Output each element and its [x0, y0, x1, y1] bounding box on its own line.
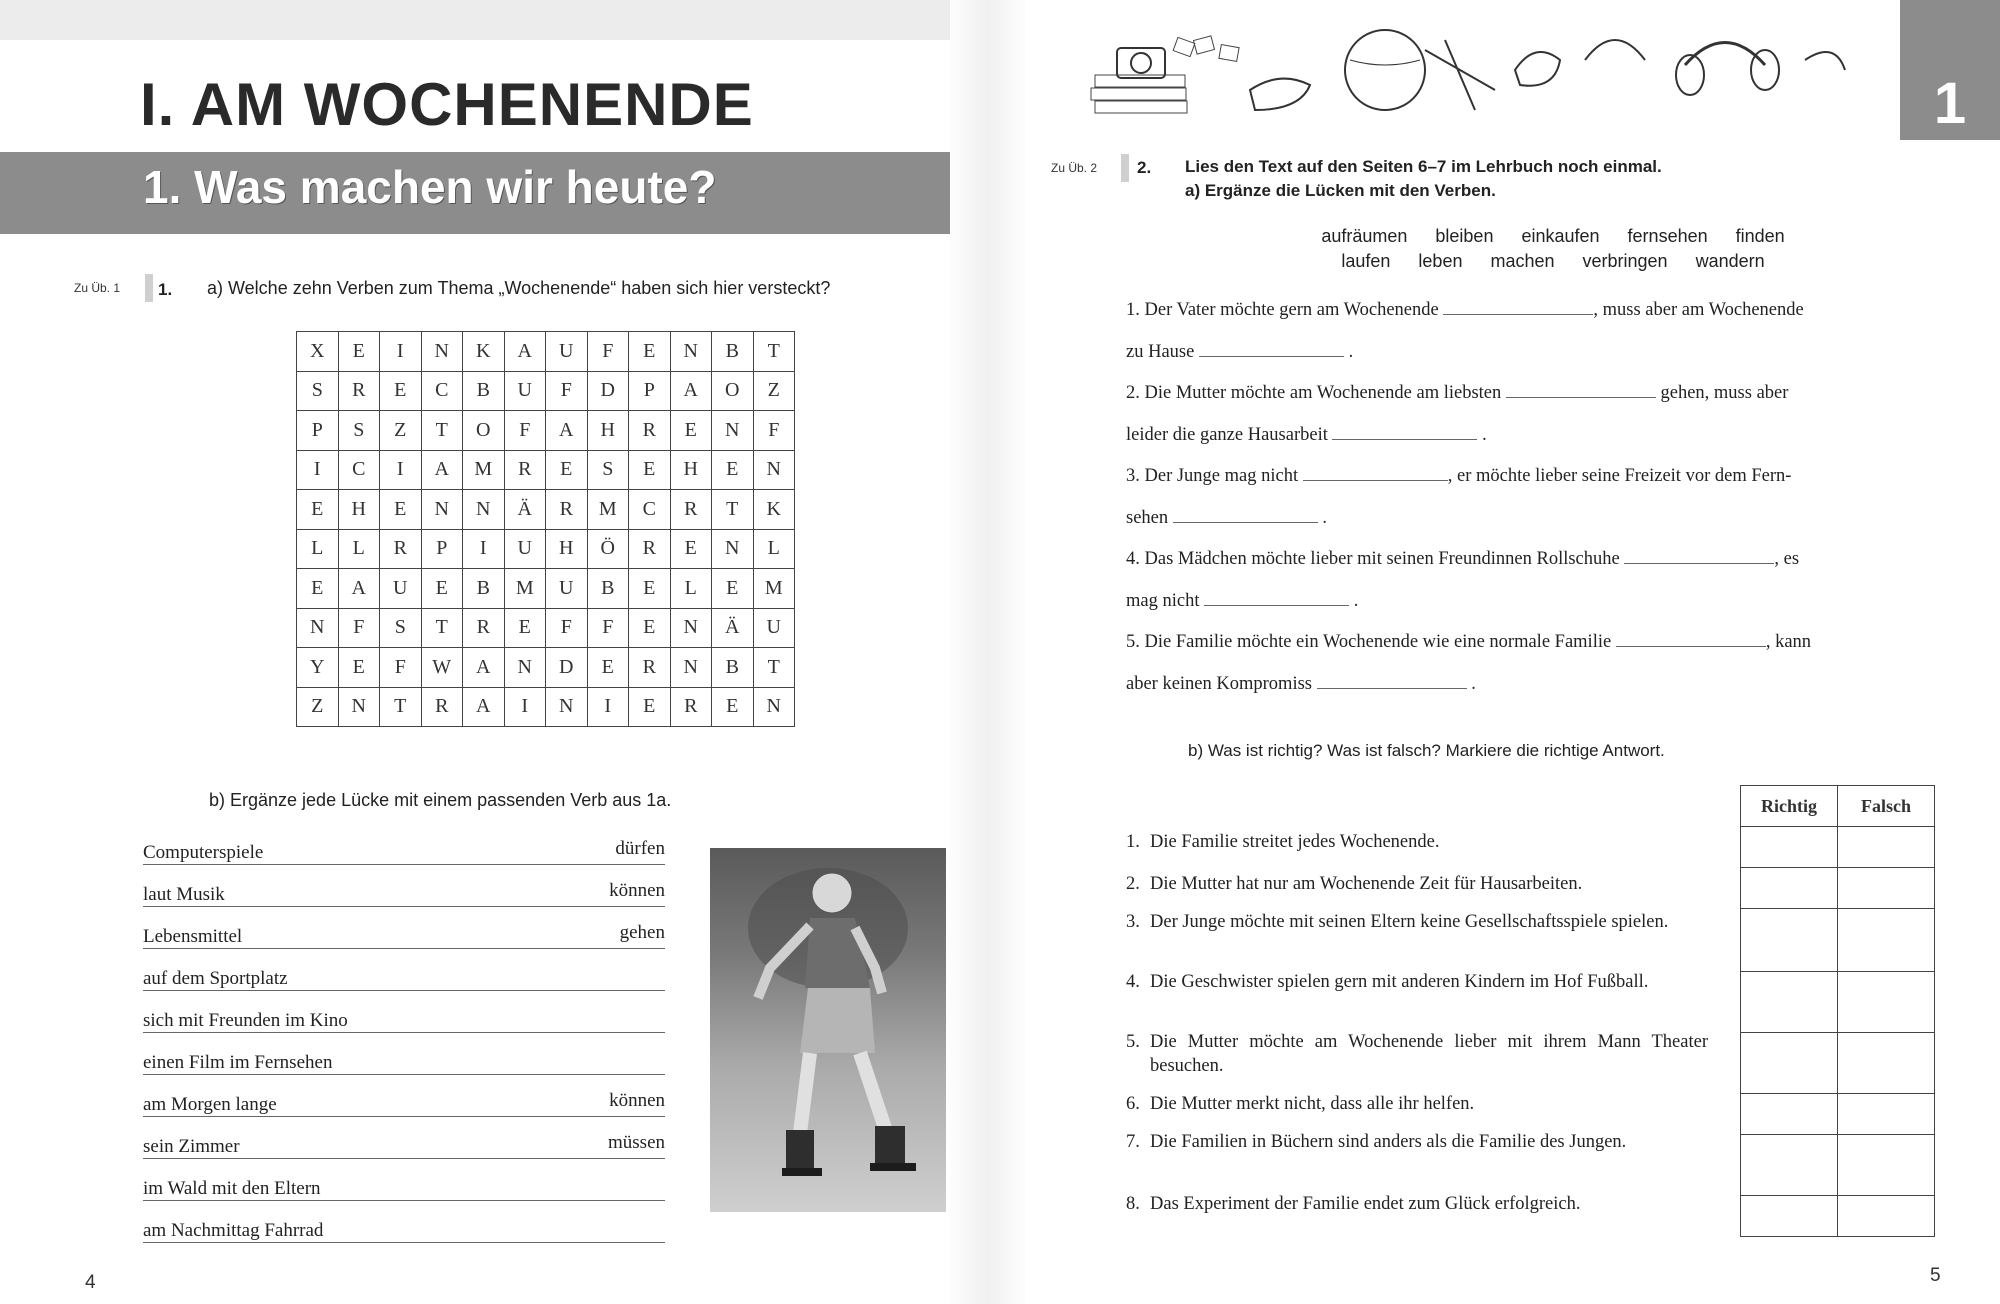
grid-cell[interactable]: U [546, 569, 588, 609]
fill-row-verb: gehen [614, 922, 665, 944]
right-page [1025, 0, 2000, 1304]
grid-cell[interactable]: E [629, 569, 671, 609]
grid-cell[interactable]: T [712, 490, 754, 530]
word-bank-verb: einkaufen [1521, 226, 1600, 246]
answer-blank[interactable] [1199, 338, 1344, 357]
sentence-text: 3. Der Junge mag nicht [1126, 466, 1299, 486]
fill-row-verb: können [603, 1090, 665, 1112]
fill-row-label: am Morgen lange [143, 1094, 283, 1116]
grid-cell[interactable]: E [670, 529, 712, 569]
answer-row [1741, 1196, 1935, 1237]
sentence-period: . [1353, 590, 1359, 611]
statement-text: Die Familien in Büchern sind anders als die Familie des Jungen. [1150, 1132, 1627, 1152]
exercise-instruction: Lies den Text auf den Seiten 6–7 im Lehrbuch noch einmal. [1185, 157, 1662, 176]
grid-cell[interactable]: F [380, 648, 422, 688]
sentence-text: zu Hause [1126, 341, 1195, 362]
word-bank-verb: finden [1735, 226, 1785, 246]
grid-cell[interactable]: S [338, 411, 380, 451]
answer-blank[interactable] [143, 906, 665, 907]
sentence-5 [1126, 622, 1932, 664]
grid-cell[interactable]: A [463, 687, 505, 727]
exercise-reference: Zu Üb. 2 [1051, 161, 1098, 175]
grid-cell[interactable]: T [380, 687, 422, 727]
grid-cell[interactable]: N [712, 411, 754, 451]
grid-cell[interactable]: R [504, 450, 546, 490]
exercise-marker [1121, 154, 1129, 182]
grid-cell[interactable]: Ö [587, 529, 629, 569]
statement-item [1126, 1192, 1708, 1216]
grid-cell[interactable]: Z [753, 371, 795, 411]
exercise-number: 1. [158, 280, 173, 299]
answer-cell-falsch[interactable] [1838, 827, 1935, 868]
sentence-text: , muss aber am Wochenende [1593, 300, 1804, 320]
grid-row [297, 529, 795, 569]
answer-cell-falsch[interactable] [1838, 1196, 1935, 1237]
grid-cell[interactable]: N [463, 490, 505, 530]
grid-cell[interactable]: U [504, 371, 546, 411]
sentence-period: . [1471, 673, 1476, 694]
header-falsch: Falsch [1838, 786, 1935, 827]
answer-blank[interactable] [143, 1074, 665, 1075]
answer-row [1741, 1135, 1935, 1196]
grid-cell[interactable]: D [587, 371, 629, 411]
grid-cell[interactable]: N [546, 687, 588, 727]
fill-row [143, 1084, 665, 1126]
grid-cell[interactable]: I [380, 332, 422, 372]
statement-item [1126, 970, 1708, 994]
fill-row-verb: können [603, 880, 665, 902]
grid-cell[interactable]: N [504, 648, 546, 688]
exercise-instruction-a: a) Welche zehn Verben zum Thema „Wochenende“ haben sich hier versteckt? [207, 278, 831, 298]
sentence-5-cont [1126, 664, 1932, 706]
sentence-text: 4. Das Mädchen möchte lieber mit seinen Freundinnen Rollschuhe [1126, 549, 1620, 569]
sentence-text: sehen [1126, 507, 1169, 528]
exercise-reference: Zu Üb. 1 [74, 281, 121, 295]
answer-blank[interactable] [1317, 670, 1467, 689]
statement-text: Die Mutter möchte am Wochenende lieber mit ihrem Mann Theater besuchen. [1150, 1032, 1708, 1076]
true-false-table [1740, 785, 1935, 1237]
grid-cell[interactable]: U [504, 529, 546, 569]
statement-number: 3. [1126, 912, 1140, 932]
sentence-2 [1126, 373, 1932, 415]
grid-cell[interactable]: E [338, 332, 380, 372]
grid-cell[interactable]: R [629, 529, 671, 569]
grid-cell[interactable]: F [504, 411, 546, 451]
grid-cell[interactable]: N [712, 529, 754, 569]
grid-cell[interactable]: E [629, 332, 671, 372]
fill-row [143, 1210, 665, 1252]
grid-cell[interactable]: I [297, 450, 339, 490]
section-title: 1. Was machen wir heute? [143, 161, 717, 213]
grid-cell[interactable]: W [421, 648, 463, 688]
fill-row [143, 832, 665, 874]
answer-blank[interactable] [143, 1242, 665, 1243]
answer-blank[interactable] [1624, 545, 1774, 564]
statement-item [1126, 1092, 1708, 1116]
statement-number: 8. [1126, 1194, 1140, 1214]
grid-cell[interactable]: N [753, 687, 795, 727]
grid-cell[interactable]: M [587, 490, 629, 530]
grid-cell[interactable]: O [712, 371, 754, 411]
grid-cell[interactable]: T [753, 332, 795, 372]
decorative-header-illustration [1025, 0, 1875, 145]
statement-item [1126, 910, 1708, 934]
grid-cell[interactable]: R [629, 648, 671, 688]
sentence-text: leider die ganze Hausarbeit [1126, 424, 1328, 445]
statement-number: 7. [1126, 1132, 1140, 1152]
grid-cell[interactable]: U [546, 332, 588, 372]
answer-row [1741, 1033, 1935, 1094]
word-search-grid [296, 331, 795, 727]
grid-cell[interactable]: Z [297, 687, 339, 727]
sentence-3 [1126, 456, 1932, 498]
grid-cell[interactable]: P [297, 411, 339, 451]
statement-text: Die Mutter hat nur am Wochenende Zeit für Hausarbeiten. [1150, 874, 1583, 894]
sentence-text: 2. Die Mutter möchte am Wochenende am liebsten [1126, 383, 1502, 403]
grid-cell[interactable]: F [587, 332, 629, 372]
grid-cell[interactable]: R [421, 687, 463, 727]
fill-row-verb: müssen [602, 1132, 665, 1154]
grid-cell[interactable]: A [421, 450, 463, 490]
sentence-1-cont [1126, 332, 1932, 374]
grid-cell[interactable]: S [587, 450, 629, 490]
grid-cell[interactable]: I [463, 529, 505, 569]
statement-item [1126, 872, 1708, 896]
exercise-number: 2. [1137, 158, 1152, 177]
fill-row-verb: dürfen [609, 838, 665, 860]
statement-text: Die Familie streitet jedes Wochenende. [1150, 832, 1440, 852]
grid-cell[interactable]: R [629, 411, 671, 451]
fill-row-label: sein Zimmer [143, 1136, 246, 1158]
answer-cell-falsch[interactable] [1838, 1033, 1935, 1094]
fill-row-label: am Nachmittag Fahrrad [143, 1220, 329, 1242]
sentence-text: mag nicht [1126, 590, 1200, 611]
grid-cell[interactable]: N [670, 332, 712, 372]
answer-cell-falsch[interactable] [1838, 909, 1935, 972]
fill-row [143, 874, 665, 916]
answer-blank[interactable] [143, 1200, 665, 1201]
page-number: 5 [1930, 1265, 1941, 1286]
statement-text: Der Junge möchte mit seinen Eltern keine Gesellschaftsspiele spielen. [1150, 912, 1669, 932]
grid-cell[interactable]: Y [297, 648, 339, 688]
answer-cell-richtig[interactable] [1741, 972, 1838, 1033]
left-page [0, 0, 950, 1304]
grid-cell[interactable]: M [504, 569, 546, 609]
grid-cell[interactable]: T [421, 411, 463, 451]
grid-cell[interactable]: A [338, 569, 380, 609]
word-bank [1253, 224, 1853, 274]
statement-item [1126, 1130, 1708, 1154]
grid-cell[interactable]: E [629, 450, 671, 490]
sentence-text: 1. Der Vater möchte gern am Wochenende [1126, 300, 1439, 320]
grid-cell[interactable]: T [421, 608, 463, 648]
grid-cell[interactable]: E [297, 490, 339, 530]
sentence-1 [1126, 290, 1932, 332]
answer-row [1741, 868, 1935, 909]
word-bank-verb: laufen [1341, 251, 1391, 271]
book-gutter [950, 0, 1025, 1304]
answer-cell-richtig[interactable] [1741, 868, 1838, 909]
boy-skater-illustration [710, 848, 946, 1212]
answer-cell-falsch[interactable] [1838, 868, 1935, 909]
answer-blank[interactable] [1506, 379, 1656, 398]
grid-cell[interactable]: A [504, 332, 546, 372]
header-richtig: Richtig [1741, 786, 1838, 827]
answer-row [1741, 909, 1935, 972]
fill-row [143, 1168, 665, 1210]
grid-cell[interactable]: B [587, 569, 629, 609]
grid-cell[interactable]: U [380, 569, 422, 609]
grid-cell[interactable]: S [380, 608, 422, 648]
grid-cell[interactable]: H [670, 450, 712, 490]
grid-cell[interactable]: E [629, 687, 671, 727]
grid-cell[interactable]: N [753, 450, 795, 490]
answer-blank[interactable] [143, 990, 665, 991]
answer-cell-richtig[interactable] [1741, 827, 1838, 868]
grid-row [297, 569, 795, 609]
grid-cell[interactable]: S [297, 371, 339, 411]
fill-row [143, 958, 665, 1000]
grid-cell[interactable]: E [338, 648, 380, 688]
word-bank-verb: fernsehen [1627, 226, 1708, 246]
answer-blank[interactable] [1204, 587, 1349, 606]
grid-cell[interactable]: A [546, 411, 588, 451]
grid-row [297, 687, 795, 727]
grid-cell[interactable]: R [546, 490, 588, 530]
answer-blank[interactable] [1332, 421, 1477, 440]
grid-cell[interactable]: E [712, 450, 754, 490]
fill-row [143, 1042, 665, 1084]
grid-cell[interactable]: N [338, 687, 380, 727]
grid-cell[interactable]: X [297, 332, 339, 372]
grid-cell[interactable]: B [463, 371, 505, 411]
sentence-3-cont [1126, 498, 1932, 540]
fill-row [143, 916, 665, 958]
grid-cell[interactable]: I [504, 687, 546, 727]
chapter-number-tab [1900, 0, 2000, 140]
grid-cell[interactable]: R [670, 490, 712, 530]
chapter-title: I. AM WOCHENENDE [140, 71, 754, 138]
header-fade [0, 0, 950, 40]
fill-row [143, 1126, 665, 1168]
grid-cell[interactable]: E [587, 648, 629, 688]
grid-cell[interactable]: O [463, 411, 505, 451]
grid-cell[interactable]: M [463, 450, 505, 490]
sentence-text: 5. Die Familie möchte ein Wochenende wie eine normale Familie [1126, 632, 1612, 652]
statement-item [1126, 830, 1708, 854]
word-bank-verb: wandern [1695, 251, 1765, 271]
fill-row [143, 1000, 665, 1042]
answer-cell-richtig[interactable] [1741, 909, 1838, 972]
statement-number: 2. [1126, 874, 1140, 894]
answer-cell-falsch[interactable] [1838, 972, 1935, 1033]
grid-cell[interactable]: C [421, 371, 463, 411]
gap-fill-sentences [1126, 290, 1932, 705]
chapter-number: 1 [1933, 71, 1967, 136]
fill-row-label: sich mit Freunden im Kino [143, 1010, 354, 1032]
answer-cell-richtig[interactable] [1741, 1196, 1838, 1237]
exercise-instruction-b: b) Was ist richtig? Was ist falsch? Markiere die richtige Antwort. [1188, 741, 1665, 760]
section-header-bar [0, 152, 950, 234]
sentence-period: . [1322, 507, 1327, 528]
grid-cell[interactable]: N [421, 332, 463, 372]
grid-cell[interactable]: E [712, 569, 754, 609]
sentence-text: , er möchte lieber seine Freizeit vor dem Fern- [1447, 466, 1792, 486]
grid-cell[interactable]: B [463, 569, 505, 609]
grid-cell[interactable]: U [753, 608, 795, 648]
answer-blank[interactable] [143, 948, 665, 949]
fill-row-label: einen Film im Fernsehen [143, 1052, 338, 1074]
grid-cell[interactable]: E [380, 371, 422, 411]
grid-cell[interactable]: D [546, 648, 588, 688]
exercise-instruction-a: a) Ergänze die Lücken mit den Verben. [1185, 181, 1496, 200]
statement-number: 5. [1126, 1032, 1140, 1052]
grid-cell[interactable]: F [546, 371, 588, 411]
answer-row [1741, 972, 1935, 1033]
grid-cell[interactable]: N [421, 490, 463, 530]
grid-cell[interactable]: L [338, 529, 380, 569]
fill-in-list [143, 832, 665, 1252]
grid-cell[interactable]: F [587, 608, 629, 648]
exercise-instruction-b: b) Ergänze jede Lücke mit einem passenden Verb aus 1a. [209, 790, 672, 810]
grid-cell[interactable]: K [753, 490, 795, 530]
fill-row-label: Lebensmittel [143, 926, 248, 948]
grid-cell[interactable]: N [670, 648, 712, 688]
answer-cell-richtig[interactable] [1741, 1033, 1838, 1094]
sentence-4 [1126, 539, 1932, 581]
answer-cell-falsch[interactable] [1838, 1135, 1935, 1196]
grid-row [297, 332, 795, 372]
word-bank-verb: bleiben [1435, 226, 1494, 246]
grid-cell[interactable]: I [587, 687, 629, 727]
grid-cell[interactable]: E [504, 608, 546, 648]
grid-cell[interactable]: E [297, 569, 339, 609]
grid-cell[interactable]: T [753, 648, 795, 688]
grid-cell[interactable]: Z [380, 411, 422, 451]
grid-cell[interactable]: P [629, 371, 671, 411]
fill-row-label: im Wald mit den Eltern [143, 1178, 327, 1200]
answer-blank[interactable] [143, 1158, 665, 1159]
grid-cell[interactable]: H [338, 490, 380, 530]
word-bank-row-1 [1253, 224, 1853, 249]
grid-cell[interactable]: K [463, 332, 505, 372]
grid-cell[interactable]: R [380, 529, 422, 569]
grid-cell[interactable]: L [297, 529, 339, 569]
statement-item [1126, 1030, 1708, 1078]
grid-cell[interactable]: B [712, 648, 754, 688]
word-bank-row-2 [1253, 249, 1853, 274]
answer-blank[interactable] [1616, 628, 1766, 647]
sentence-text: , kann [1765, 632, 1812, 652]
grid-row [297, 648, 795, 688]
grid-row [297, 608, 795, 648]
grid-cell[interactable]: L [670, 569, 712, 609]
grid-cell[interactable]: R [463, 608, 505, 648]
grid-cell[interactable]: E [380, 490, 422, 530]
photo-boy-rollerblading [710, 848, 946, 1212]
fill-row-label: auf dem Sportplatz [143, 968, 294, 990]
grid-cell[interactable]: A [463, 648, 505, 688]
grid-cell[interactable]: Ä [504, 490, 546, 530]
grid-row [297, 450, 795, 490]
statement-text: Das Experiment der Familie endet zum Glück erfolgreich. [1150, 1194, 1581, 1214]
word-bank-verb: leben [1418, 251, 1463, 271]
answer-blank[interactable] [1303, 462, 1448, 481]
exercise-marker [145, 274, 153, 302]
sentence-text: , es [1774, 549, 1800, 569]
answer-cell-richtig[interactable] [1741, 1094, 1838, 1135]
grid-cell[interactable]: M [753, 569, 795, 609]
grid-cell[interactable]: E [670, 411, 712, 451]
grid-cell[interactable]: F [338, 608, 380, 648]
answer-blank[interactable] [143, 864, 665, 865]
grid-cell[interactable]: H [587, 411, 629, 451]
grid-cell[interactable]: R [670, 687, 712, 727]
grid-cell[interactable]: H [546, 529, 588, 569]
grid-cell[interactable]: C [338, 450, 380, 490]
sentence-2-cont [1126, 415, 1932, 457]
grid-cell[interactable]: L [753, 529, 795, 569]
answer-row [1741, 1094, 1935, 1135]
answer-cell-falsch[interactable] [1838, 1094, 1935, 1135]
answer-blank[interactable] [1173, 504, 1318, 523]
grid-cell[interactable]: E [546, 450, 588, 490]
sentence-text: gehen, muss aber [1660, 383, 1789, 403]
page-number: 4 [85, 1272, 96, 1293]
sentence-text: aber keinen Kompromiss [1126, 673, 1312, 694]
answer-blank[interactable] [143, 1032, 665, 1033]
fill-row-label: Computerspiele [143, 842, 269, 864]
grid-cell[interactable]: E [629, 608, 671, 648]
grid-row [297, 371, 795, 411]
grid-cell[interactable]: C [629, 490, 671, 530]
statement-number: 6. [1126, 1094, 1140, 1114]
grid-cell[interactable]: P [421, 529, 463, 569]
answer-cell-richtig[interactable] [1741, 1135, 1838, 1196]
word-bank-verb: aufräumen [1321, 226, 1408, 246]
statement-text: Die Geschwister spielen gern mit anderen Kindern im Hof Fußball. [1150, 972, 1649, 992]
grid-cell[interactable]: I [380, 450, 422, 490]
grid-cell[interactable]: F [753, 411, 795, 451]
grid-cell[interactable]: F [546, 608, 588, 648]
sentence-4-cont [1126, 581, 1932, 623]
fill-row-label: laut Musik [143, 884, 231, 906]
grid-cell[interactable]: R [338, 371, 380, 411]
grid-cell[interactable]: N [297, 608, 339, 648]
grid-row [297, 490, 795, 530]
statement-number: 1. [1126, 832, 1140, 852]
answer-blank[interactable] [143, 1116, 665, 1117]
statement-text: Die Mutter merkt nicht, dass alle ihr helfen. [1150, 1094, 1475, 1114]
grid-cell[interactable]: A [670, 371, 712, 411]
grid-cell[interactable]: B [712, 332, 754, 372]
grid-row [297, 411, 795, 451]
word-bank-verb: machen [1490, 251, 1555, 271]
grid-cell[interactable]: Ä [712, 608, 754, 648]
grid-cell[interactable]: E [712, 687, 754, 727]
sentence-period: . [1482, 424, 1487, 445]
sentence-period: . [1348, 341, 1354, 362]
statement-number: 4. [1126, 972, 1140, 992]
answer-blank[interactable] [1443, 296, 1593, 315]
grid-cell[interactable]: E [421, 569, 463, 609]
word-bank-verb: verbringen [1582, 251, 1668, 271]
grid-cell[interactable]: N [670, 608, 712, 648]
answer-row [1741, 827, 1935, 868]
